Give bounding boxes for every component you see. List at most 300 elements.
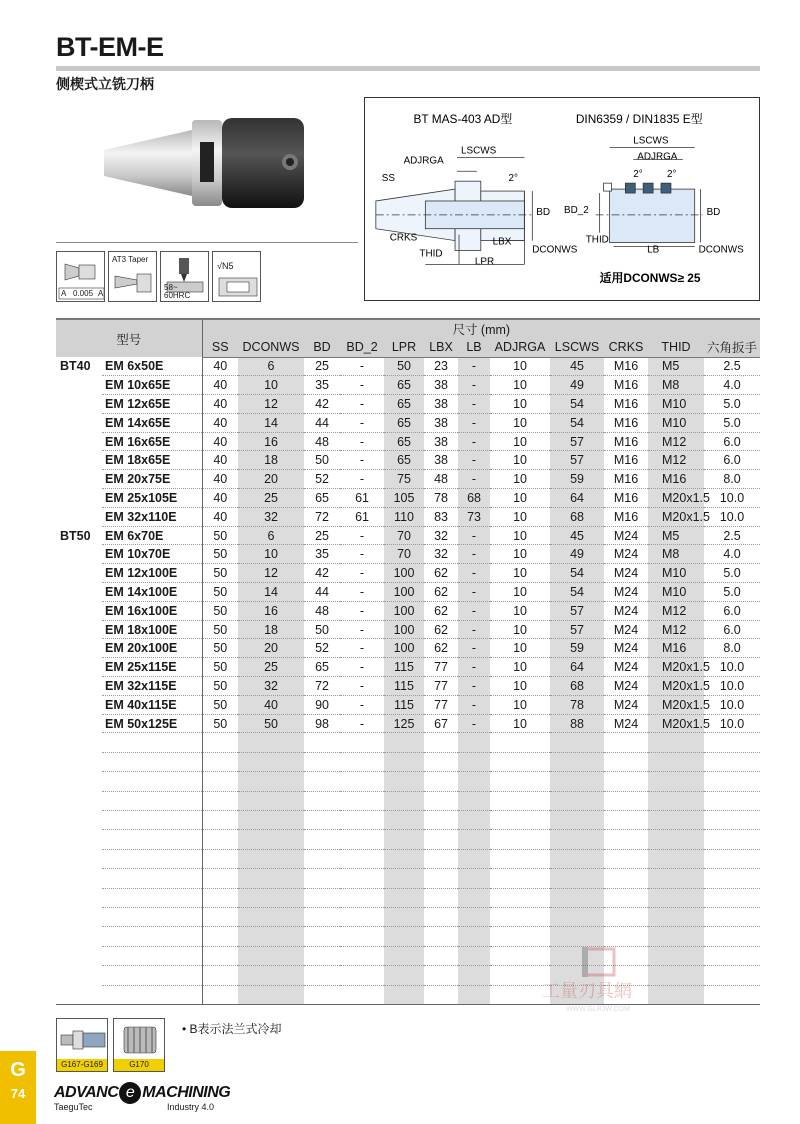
value-cell: 16 [238,601,304,620]
label-angle-left: 2° [508,173,518,185]
value-cell: M20x1.5 [648,489,704,508]
value-cell: 32 [238,507,304,526]
empty-row [56,927,760,946]
value-cell: - [458,677,490,696]
value-cell: 50 [202,583,238,602]
value-cell: 6 [238,526,304,545]
value-cell: 88 [550,714,604,733]
group-label [56,583,102,602]
label-thid-left: THID [419,248,443,260]
value-cell: M16 [604,470,648,489]
group-label [56,677,102,696]
model-cell: EM 10x70E [102,545,202,564]
value-cell: 115 [384,695,424,714]
value-cell: 25 [238,489,304,508]
value-cell: 72 [304,507,340,526]
value-cell: M20x1.5 [648,507,704,526]
value-cell: M8 [648,545,704,564]
value-cell: M10 [648,413,704,432]
value-cell: - [458,545,490,564]
value-cell: 115 [384,658,424,677]
value-cell: - [458,639,490,658]
roughness-icon [212,251,261,302]
value-cell: 10 [490,639,550,658]
label-thid-right: THID [585,234,609,246]
value-cell: 6 [238,357,304,376]
label-bd2: BD_2 [563,204,589,216]
table-row [56,620,760,639]
side-lock-screw-icon[interactable] [113,1018,165,1072]
empty-row [56,888,760,907]
value-cell: M12 [648,601,704,620]
model-cell: EM 40x115E [102,695,202,714]
value-cell: 125 [384,714,424,733]
dimension-header: 尺寸 (mm) [202,319,760,338]
value-cell: M12 [648,620,704,639]
value-cell: 10 [490,677,550,696]
value-cell: 50 [202,526,238,545]
value-cell: M8 [648,376,704,395]
value-cell: M16 [604,507,648,526]
table-row [56,489,760,508]
value-cell: - [340,658,384,677]
value-cell: - [340,432,384,451]
value-cell: M16 [604,432,648,451]
value-cell: 10 [490,395,550,414]
value-cell: 4.0 [704,376,760,395]
value-cell: M20x1.5 [648,658,704,677]
value-cell: 12 [238,395,304,414]
value-cell: 25 [304,357,340,376]
value-cell: 100 [384,620,424,639]
value-cell: 100 [384,583,424,602]
model-cell: EM 25x115E [102,658,202,677]
value-cell: - [458,564,490,583]
value-cell: 65 [304,489,340,508]
value-cell: 54 [550,564,604,583]
table-row [56,470,760,489]
empty-row [56,733,760,752]
value-cell: 115 [384,677,424,696]
model-cell: EM 6x70E [102,526,202,545]
value-cell: 44 [304,413,340,432]
pull-stud-icon[interactable] [56,1018,108,1072]
column-header: CRKS [604,338,648,357]
value-cell: 18 [238,620,304,639]
value-cell: 10 [490,545,550,564]
value-cell: 50 [238,714,304,733]
group-label [56,620,102,639]
value-cell: 57 [550,451,604,470]
value-cell: 50 [202,714,238,733]
group-label [56,395,102,414]
roughness-label: √N5 [217,261,234,271]
value-cell: 54 [550,395,604,414]
hardness-icon [160,251,209,302]
diagram-note: 适用DCONWS≥ 25 [599,271,701,286]
table-row [56,714,760,733]
value-cell: 10.0 [704,489,760,508]
value-cell: - [340,526,384,545]
value-cell: 14 [238,413,304,432]
brand-company: TaeguTec [54,1102,93,1112]
value-cell: 77 [424,695,458,714]
value-cell: 10.0 [704,507,760,526]
value-cell: 10 [490,357,550,376]
value-cell: M16 [604,395,648,414]
value-cell: M16 [604,357,648,376]
model-cell: EM 20x100E [102,639,202,658]
value-cell: 38 [424,395,458,414]
value-cell: - [340,395,384,414]
group-label [56,564,102,583]
value-cell: - [340,601,384,620]
group-label [56,639,102,658]
value-cell: 10 [490,526,550,545]
value-cell: 48 [424,470,458,489]
model-cell: EM 16x65E [102,432,202,451]
section-tab [0,1051,36,1124]
watermark-url: WWW.GLRJW.COM [566,1006,630,1013]
value-cell: - [340,583,384,602]
value-cell: 61 [340,507,384,526]
model-cell: EM 12x100E [102,564,202,583]
value-cell: - [340,564,384,583]
model-cell: EM 32x115E [102,677,202,696]
brand-text-right: MACHINING [142,1084,231,1102]
label-lb: LB [647,244,660,256]
taper-icon [108,251,157,302]
value-cell: 62 [424,564,458,583]
value-cell: 8.0 [704,639,760,658]
value-cell: 10 [490,470,550,489]
model-cell: EM 10x65E [102,376,202,395]
model-cell: EM 18x100E [102,620,202,639]
value-cell: 67 [424,714,458,733]
value-cell: 44 [304,583,340,602]
model-cell: EM 18x65E [102,451,202,470]
label-ss: SS [381,173,395,185]
value-cell: M5 [648,357,704,376]
value-cell: - [340,545,384,564]
value-cell: 4.0 [704,545,760,564]
column-header: LPR [384,338,424,357]
value-cell: 10 [490,564,550,583]
diagram-right-title: DIN6359 / DIN1835 E型 [575,111,703,126]
value-cell: 62 [424,583,458,602]
value-cell: 52 [304,470,340,489]
value-cell: - [340,451,384,470]
value-cell: - [458,432,490,451]
value-cell: 50 [202,658,238,677]
value-cell: M24 [604,583,648,602]
group-label [56,376,102,395]
runout-icon [56,251,105,302]
value-cell: - [340,620,384,639]
value-cell: 25 [238,658,304,677]
value-cell: 54 [550,413,604,432]
value-cell: 40 [202,432,238,451]
value-cell: 6.0 [704,451,760,470]
value-cell: 100 [384,639,424,658]
label-angle-right-1: 2° [633,169,643,181]
group-label [56,695,102,714]
value-cell: 10 [490,620,550,639]
value-cell: - [458,583,490,602]
value-cell: 8.0 [704,470,760,489]
value-cell: 42 [304,395,340,414]
table-row [56,658,760,677]
value-cell: 10 [238,545,304,564]
value-cell: 61 [340,489,384,508]
value-cell: 23 [424,357,458,376]
value-cell: M5 [648,526,704,545]
model-cell: EM 16x100E [102,601,202,620]
value-cell: 10 [490,432,550,451]
value-cell: M10 [648,564,704,583]
value-cell: 83 [424,507,458,526]
model-cell: EM 20x75E [102,470,202,489]
value-cell: M16 [604,451,648,470]
value-cell: - [340,695,384,714]
value-cell: 2.5 [704,526,760,545]
value-cell: 48 [304,432,340,451]
model-cell: EM 14x65E [102,413,202,432]
group-label: BT40 [60,359,91,374]
value-cell: 38 [424,451,458,470]
hardness-label: 58~ 60HRC [164,283,191,300]
table-row [56,526,760,545]
value-cell: 50 [202,620,238,639]
value-cell: 45 [550,357,604,376]
page-subtitle: 侧楔式立铣刀柄 [56,76,154,92]
value-cell: 5.0 [704,413,760,432]
brand-e-icon: e [119,1082,141,1104]
value-cell: 105 [384,489,424,508]
label-angle-right-2: 2° [666,169,677,181]
value-cell: 57 [550,601,604,620]
value-cell: 6.0 [704,620,760,639]
value-cell: 35 [304,545,340,564]
taper-label: AT3 Taper [112,255,149,264]
value-cell: 100 [384,601,424,620]
column-header: 六角扳手 [704,338,760,357]
value-cell: 54 [550,583,604,602]
value-cell: 10 [490,658,550,677]
model-cell: EM 14x100E [102,583,202,602]
value-cell: 32 [424,545,458,564]
value-cell: 57 [550,620,604,639]
value-cell: M20x1.5 [648,677,704,696]
model-cell: EM 12x65E [102,395,202,414]
value-cell: 73 [458,507,490,526]
value-cell: M24 [604,695,648,714]
value-cell: 40 [202,470,238,489]
value-cell: 42 [304,564,340,583]
group-label [56,432,102,451]
label-lscws-left: LSCWS [461,145,497,157]
value-cell: - [340,470,384,489]
label-lscws-right: LSCWS [633,135,669,147]
value-cell: 5.0 [704,583,760,602]
label-lpr: LPR [474,256,495,268]
coolant-note: • B表示法兰式冷却 [182,1022,282,1036]
value-cell: M24 [604,601,648,620]
brand-text-left: ADVANC [54,1084,119,1102]
table-row [56,395,760,414]
feature-icons [56,251,261,302]
accessory-icons [56,1018,165,1072]
value-cell: 40 [202,489,238,508]
label-crks: CRKS [389,232,418,244]
model-header: 型号 [56,319,202,357]
value-cell: 68 [550,677,604,696]
value-cell: 25 [304,526,340,545]
value-cell: 40 [202,413,238,432]
model-cell: EM 50x125E [102,714,202,733]
value-cell: M12 [648,432,704,451]
value-cell: 18 [238,451,304,470]
value-cell: M24 [604,714,648,733]
value-cell: 10 [490,583,550,602]
value-cell: 50 [304,620,340,639]
value-cell: 110 [384,507,424,526]
group-label [56,601,102,620]
empty-row [56,849,760,868]
group-label [56,507,102,526]
value-cell: M10 [648,583,704,602]
value-cell: M20x1.5 [648,695,704,714]
empty-row [56,811,760,830]
value-cell: M24 [604,639,648,658]
value-cell: 77 [424,677,458,696]
value-cell: 78 [424,489,458,508]
value-cell: 65 [384,413,424,432]
value-cell: 38 [424,413,458,432]
value-cell: 75 [384,470,424,489]
group-label: BT50 [60,528,91,543]
value-cell: M10 [648,395,704,414]
table-row [56,677,760,696]
value-cell: 50 [202,545,238,564]
group-label [56,470,102,489]
table-row [56,432,760,451]
runout-datum-label: A [61,289,67,298]
table-row [56,695,760,714]
label-bd-right: BD [706,206,721,218]
value-cell: 16 [238,432,304,451]
label-adjrga-left: ADJRGA [403,155,444,167]
model-cell: EM 6x50E [102,357,202,376]
table-row [56,451,760,470]
table-row [56,507,760,526]
value-cell: M16 [648,470,704,489]
value-cell: 10 [490,413,550,432]
value-cell: 90 [304,695,340,714]
value-cell: M20x1.5 [648,714,704,733]
value-cell: 20 [238,639,304,658]
group-label [56,545,102,564]
table-row [56,639,760,658]
value-cell: - [458,357,490,376]
empty-row [56,772,760,791]
model-cell: EM 25x105E [102,489,202,508]
watermark-text: 工量刃具網 [542,981,632,1001]
column-header: SS [202,338,238,357]
value-cell: 62 [424,620,458,639]
value-cell: - [458,451,490,470]
value-cell: 50 [202,695,238,714]
value-cell: 77 [424,658,458,677]
value-cell: 48 [304,601,340,620]
value-cell: - [458,714,490,733]
watermark-logo [540,945,680,1015]
label-lbx: LBX [492,236,512,248]
column-header: LB [458,338,490,357]
value-cell: 10 [490,376,550,395]
value-cell: 10 [238,376,304,395]
empty-row [56,869,760,888]
value-cell: - [458,395,490,414]
value-cell: 65 [384,451,424,470]
technical-drawing [364,97,760,301]
value-cell: 40 [202,395,238,414]
title-rule [56,66,760,71]
runout-datum-label-2: A [98,289,104,298]
value-cell: - [458,526,490,545]
value-cell: 50 [202,564,238,583]
value-cell: 10 [490,695,550,714]
value-cell: 10 [490,714,550,733]
value-cell: - [458,620,490,639]
value-cell: 50 [304,451,340,470]
value-cell: 52 [304,639,340,658]
value-cell: 20 [238,470,304,489]
value-cell: 78 [550,695,604,714]
value-cell: 59 [550,470,604,489]
brand-tagline: Industry 4.0 [166,1102,214,1112]
value-cell: M24 [604,658,648,677]
label-adjrga-right: ADJRGA [637,151,678,163]
value-cell: 38 [424,376,458,395]
value-cell: M24 [604,677,648,696]
value-cell: M16 [604,376,648,395]
value-cell: 32 [424,526,458,545]
value-cell: 50 [202,677,238,696]
value-cell: M16 [648,639,704,658]
value-cell: 50 [202,601,238,620]
value-cell: 72 [304,677,340,696]
value-cell: 6.0 [704,601,760,620]
value-cell: - [340,714,384,733]
group-label [56,413,102,432]
group-label [56,451,102,470]
label-dconws-right: DCONWS [698,244,744,256]
empty-row [56,907,760,926]
value-cell: 68 [458,489,490,508]
value-cell: 5.0 [704,395,760,414]
value-cell: 2.5 [704,357,760,376]
group-label [56,489,102,508]
value-cell: M24 [604,564,648,583]
table-row [56,545,760,564]
value-cell: 49 [550,545,604,564]
value-cell: 40 [202,507,238,526]
value-cell: M12 [648,451,704,470]
page-number: 74 [10,1086,26,1101]
empty-row [56,830,760,849]
table-row [56,601,760,620]
